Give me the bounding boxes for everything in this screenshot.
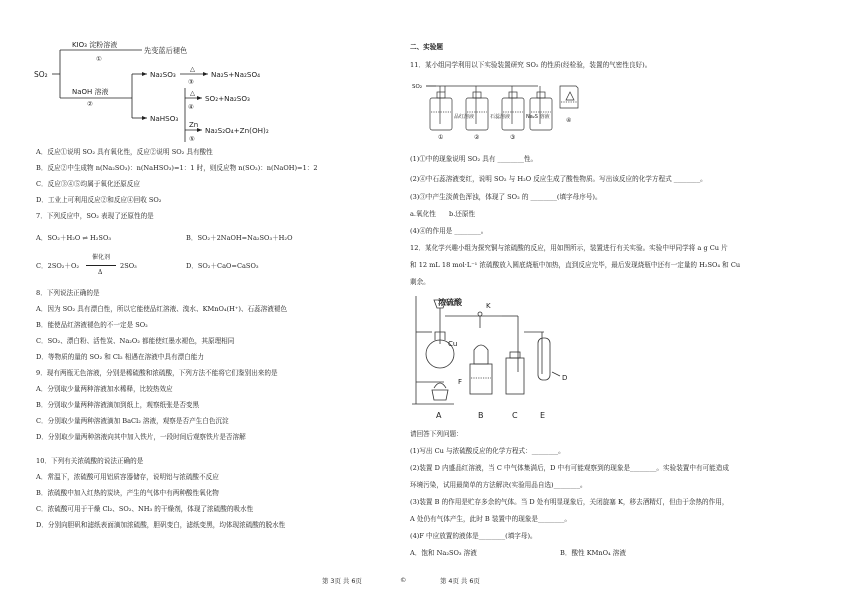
q12-part3-cont: A 处仍有气体产生，此时 B 装置中的现象是________。 xyxy=(410,515,571,523)
q11-part3: (3)③中产生淡黄色浑浊，体现了 SO₂ 的 ________(填字母序号)。 xyxy=(410,193,602,201)
diagram-delta-4: △ xyxy=(190,89,195,97)
diagram-circle-3: ③ xyxy=(188,78,194,86)
q7-c-catalyst: 催化剂 xyxy=(92,254,111,261)
q8-option-a: A．因为 SO₂ 具有漂白性，所以它能使品红溶液、溴水、KMnO₄(H⁺)、石蕊溶液褪色 xyxy=(36,305,288,313)
q7-option-d: D．SO₂＋CaO=CaSO₃ xyxy=(186,262,259,270)
q12-prompt: 请回答下列问题： xyxy=(410,430,463,438)
q11-options: a.氧化性 b.还原性 xyxy=(410,210,476,218)
q12-apparatus xyxy=(410,292,590,424)
app1-bottle2-label: 品红溶液 xyxy=(454,114,475,120)
q9-option-b: B．分别取少量两种溶液滴加到纸上，观察纸张是否变黑 xyxy=(36,401,200,409)
q6-option-c: C．反应③④⑤均属于氧化还原反应 xyxy=(36,180,140,188)
app1-bottle4-label: Na₂S 溶液 xyxy=(526,114,550,120)
q12-part2-cont: 环境污染，试用最简单的方法解决(实验用品自选)________。 xyxy=(410,481,587,489)
diagram-delta: △ xyxy=(190,65,195,73)
q10-option-c: C．浓硫酸可用于干燥 Cl₂、SO₂、NH₃ 的干燥剂，体现了浓硫酸的吸水性 xyxy=(36,505,254,513)
q6-option-d: D．工业上可利用反应②和反应④回收 SO₂ xyxy=(36,196,162,204)
q7-option-c xyxy=(36,254,176,280)
q12-option-b: B．酸性 KMnO₄ 溶液 xyxy=(560,549,626,557)
q7-option-a: A．SO₂＋H₂O ⇌ H₂SO₃ xyxy=(36,234,111,242)
diagram-circle-5: ⑤ xyxy=(189,135,195,143)
app2-c: C xyxy=(512,411,518,420)
q10-stem: 10．下列有关浓硫酸的说法正确的是 xyxy=(36,457,144,465)
q9-stem: 9．现有两瓶无色溶液，分别是稀硫酸和浓硫酸，下列方法不能将它们鉴别出来的是 xyxy=(36,369,278,377)
q12-option-a: A．饱和 Na₂SO₃ 溶液 xyxy=(410,549,477,557)
q7-stem: 7．下列反应中，SO₂ 表现了还原性的是 xyxy=(36,212,154,220)
q8-option-c: C．SO₂、漂白粉、活性炭、Na₂O₂ 都能使红墨水褪色，其原理相同 xyxy=(36,337,235,345)
app2-acid: 浓硫酸 xyxy=(438,298,462,307)
q10-option-b: B．浓硫酸中加入红热的炭块，产生的气体中有两种酸性氧化物 xyxy=(36,489,219,497)
diagram-na2so3: Na₂SO₃ xyxy=(150,70,176,79)
q11-stem: 11．某小组同学利用以下实验装置研究 SO₂ 的性质(经检验，装置的气密性良好)。 xyxy=(410,61,652,69)
diagram-product-5: Na₂S₂O₄+Zn(OH)₂ xyxy=(205,126,269,135)
app1-num4: ④ xyxy=(566,117,572,124)
app2-k: K xyxy=(486,302,491,310)
app1-num2: ② xyxy=(474,134,480,141)
footer-right: 第 4页 共 6页 xyxy=(440,577,480,585)
q11-part2: (2)④中石蕊溶液变红，说明 SO₂ 与 H₂O 反应生成了酸性物质。写出该反应的化学方程式 ________。 xyxy=(410,175,707,183)
app1-so2: SO₂ xyxy=(412,84,423,90)
q10-option-d: D．分别向胆矾和滤纸表面滴加浓硫酸，胆矾变白，滤纸变黑，均体现浓硫酸的脱水性 xyxy=(36,521,286,529)
app2-a: A xyxy=(436,411,442,420)
app2-cu: Cu xyxy=(448,340,458,348)
q7-c-heat: Δ xyxy=(98,269,103,276)
q7-c-arrow xyxy=(86,265,116,266)
q12-part4: (4)F 中应放置的液体是________(填字母)。 xyxy=(410,532,537,540)
diagram-product-3: Na₂S+Na₂SO₄ xyxy=(211,70,261,79)
app2-b: B xyxy=(478,411,484,420)
so2-reaction-diagram xyxy=(30,30,330,180)
q7-option-b: B．SO₂＋2NaOH=Na₂SO₃＋H₂O xyxy=(186,234,293,242)
footer-left: 第 3页 共 6页 xyxy=(322,577,362,585)
q9-option-a: A．分别取少量两种溶液加水稀释，比较热效应 xyxy=(36,385,173,393)
q6-option-a: A．反应①说明 SO₂ 具有氧化性，反应②说明 SO₂ 具有酸性 xyxy=(36,148,213,156)
diagram-naoh-label: NaOH 溶液 xyxy=(72,88,109,96)
q8-stem: 8．下列说法正确的是 xyxy=(36,289,100,297)
diagram-zn: Zn xyxy=(189,121,199,129)
diagram-nahso3: NaHSO₃ xyxy=(150,114,179,123)
app1-num3: ③ xyxy=(510,134,516,141)
diagram-product-4: SO₂+Na₂SO₃ xyxy=(205,94,250,103)
q7-c-right: 2SO₃ xyxy=(120,262,137,270)
q11-part1: (1)①中的现象说明 SO₂ 具有 ________性。 xyxy=(410,155,538,163)
q12-stem-1: 12．某化学兴趣小组为探究铜与浓硫酸的反应，用如图所示，装置进行有关实验。实验中甲同学将 a g Cu 片 xyxy=(410,244,728,252)
app2-f: F xyxy=(458,378,463,386)
diagram-circle-4: ④ xyxy=(188,103,194,111)
diagram-circle-1: ① xyxy=(96,55,102,63)
app2-d: D xyxy=(562,374,568,382)
q11-part4: (4)④的作用是 ________。 xyxy=(410,227,488,235)
q12-part1: (1)写出 Cu 与浓硫酸反应的化学方程式：________。 xyxy=(410,447,565,455)
q7-c-left: C．2SO₂＋O₂ xyxy=(36,262,80,270)
q9-option-d: D．分别取少量两种溶液向其中加入铁片，一段时间后观察铁片是否溶解 xyxy=(36,433,246,441)
q11-apparatus xyxy=(410,78,610,142)
q12-part2: (2)装置 D 内盛品红溶液，当 C 中气体集满后，D 中有可能观察到的现象是________。实验装置中有可能造成 xyxy=(410,464,729,472)
footer-mid: © xyxy=(400,576,407,584)
diagram-blue-result: 先变蓝后褪色 xyxy=(144,46,188,55)
diagram-so2: SO₂ xyxy=(34,70,48,79)
q9-option-c: C．分别取少量两种溶液滴加 BaCl₂ 溶液，观察是否产生白色沉淀 xyxy=(36,417,229,425)
q6-option-b: B．反应②中生成物 n(Na₂SO₃)：n(NaHSO₃)=1：1 时，则反应物 n(SO₂)：n(NaOH)=1：2 xyxy=(36,164,318,172)
q12-stem-3: 剩余。 xyxy=(410,278,430,286)
app2-e: E xyxy=(540,411,546,420)
section-heading: 二、实验题 xyxy=(410,43,443,51)
diagram-circle-2: ② xyxy=(87,100,93,108)
q8-option-d: D．等物质的量的 SO₂ 和 Cl₂ 相遇在溶液中具有漂白能力 xyxy=(36,353,204,361)
q10-option-a: A．常温下，浓硫酸可用铝质容器储存，说明铝与浓硫酸不反应 xyxy=(36,473,219,481)
diagram-kio3-label: KIO₃ 淀粉溶液 xyxy=(72,41,118,49)
app1-num1: ① xyxy=(438,134,444,141)
q12-part3: (3)装置 B 的作用是贮存多余的气体。当 D 处有明显现象后，关闭旋塞 K，移去酒精灯，但由于余热的作用， xyxy=(410,498,729,506)
q12-stem-2: 和 12 mL 18 mol·L⁻¹ 浓硫酸放入圆底烧瓶中加热，直到反应完毕，最后发现烧瓶中还有一定量的 H₂SO₄ 和 Cu xyxy=(410,261,741,269)
app1-bottle3-label: 石蕊溶液 xyxy=(490,114,511,120)
q8-option-b: B．能使品红溶液褪色的不一定是 SO₂ xyxy=(36,321,148,329)
